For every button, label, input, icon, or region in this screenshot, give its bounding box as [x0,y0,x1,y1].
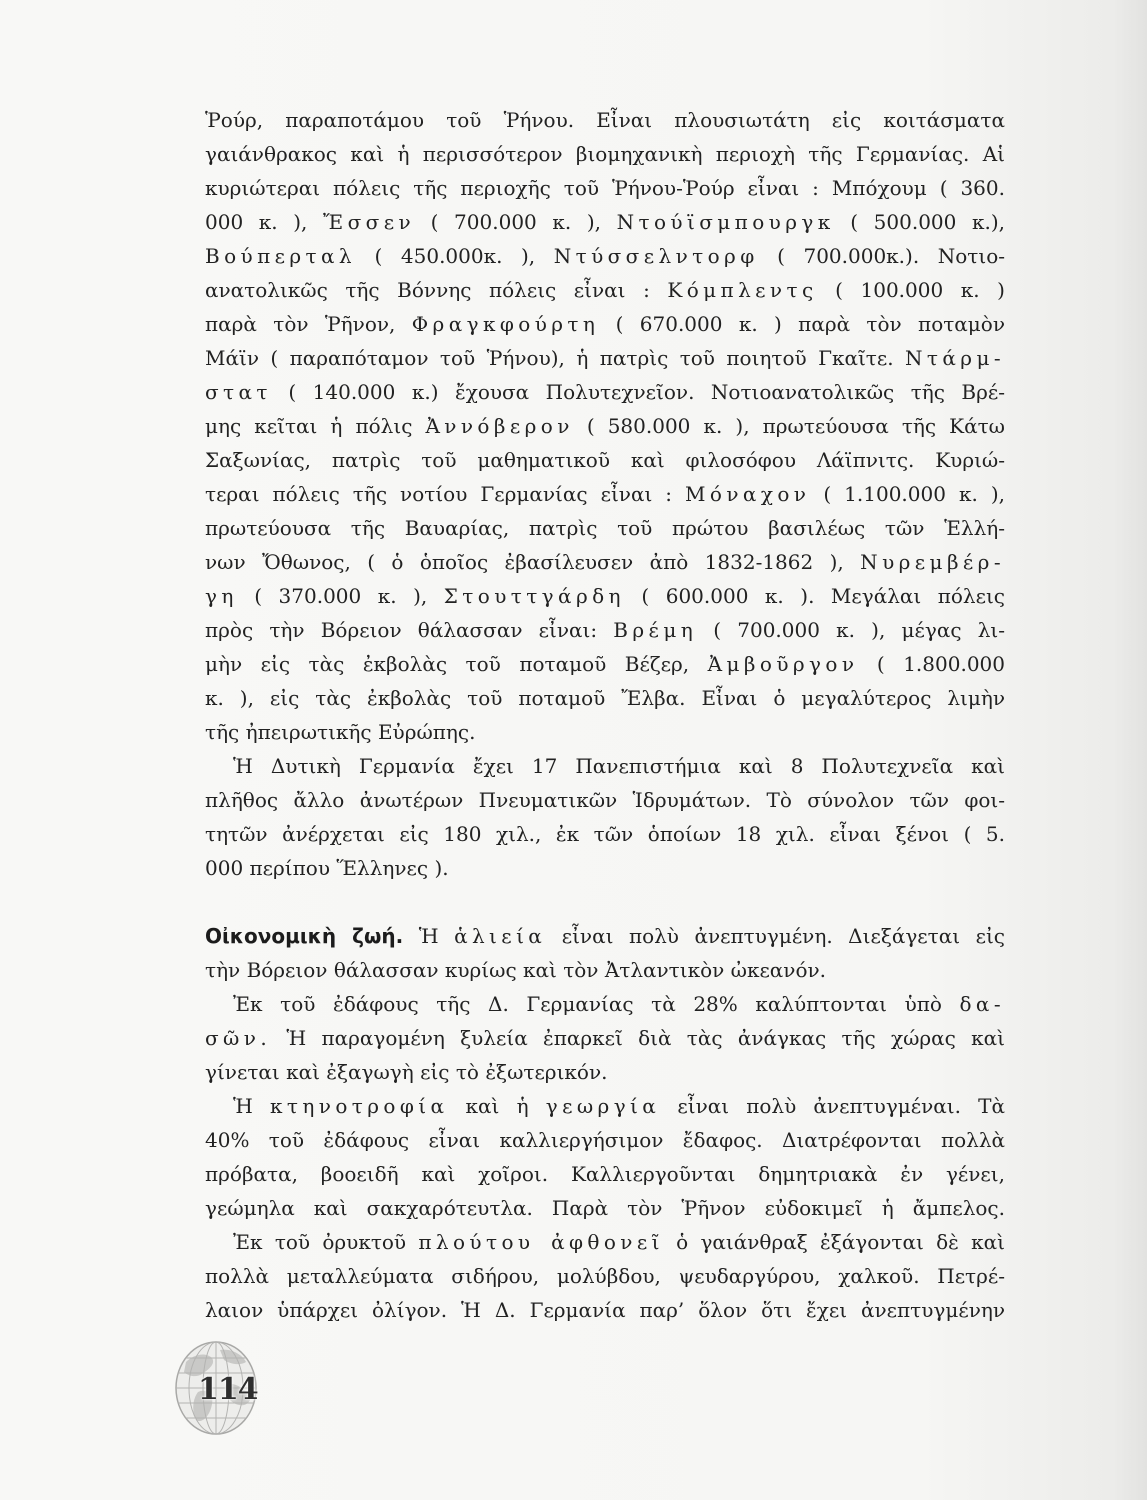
text-segment: πλῆθος ἄλλο ἀνωτέρων Πνευματικῶν Ἱδρυμάτων. Τὸ σύνολον τῶν φοι- [205,788,1005,812]
text-segment: 40% τοῦ ἐδάφους εἶναι καλλιεργήσιμον ἔδαφος. Διατρέφονται πολλὰ [205,1128,1005,1152]
text-line [205,1225,1005,1259]
emphasized-word: Βρέμη [613,618,698,642]
text-segment: μης κεῖται ἡ πόλις [205,414,426,438]
text-line [205,783,1005,817]
text-segment: Ἡ παραγομένη ξυλεία ἐπαρκεῖ διὰ τὰς ἀνάγκας τῆς χώρας καὶ [271,1026,1005,1050]
text-line [205,1293,1005,1327]
text-segment: γαιάνθρακος καὶ ἡ περισσότερον βιομηχανικὴ περιοχὴ τῆς Γερμανίας. Αἱ [205,142,1005,166]
emphasized-word: Στουττγάρδη [443,584,625,608]
text-segment: κυριώτεραι πόλεις τῆς περιοχῆς τοῦ Ῥήνου-Ῥούρ εἶναι : Μπόχουμ ( 360. [205,176,1005,200]
text-line [205,205,1005,239]
text-line [205,1259,1005,1293]
text-segment: ( 140.000 κ.) ἔχουσα Πολυτεχνεῖον. Νοτιοανατολικῶς τῆς Βρέ- [271,380,1005,404]
text-line [205,613,1005,647]
text-segment: 000 περίπου Ἕλληνες ). [205,856,449,880]
text-segment: ( 1.800.000 [858,652,1005,676]
text-segment: ( 600.000 κ. ). Μεγάλαι πόλεις [624,584,1006,608]
emphasized-word: Ντύσσελντορφ [553,244,759,268]
text-line [205,579,1005,613]
text-segment: τεραι πόλεις τῆς νοτίου Γερμανίας εἶναι : [205,482,686,506]
text-segment: πρωτεύουσα τῆς Βαυαρίας, πατρὶς τοῦ πρώτου βασιλέως τῶν Ἑλλή- [205,516,1005,540]
text-segment: εἶναι πολὺ ἀνεπτυγμέναι. Τὰ [660,1094,1006,1118]
text-segment: παρὰ τὸν Ῥῆνον, [205,312,412,336]
emphasized-word: Ἀμβοῦργον [707,652,859,676]
emphasized-word: Ντάρμ- [905,346,1005,370]
emphasized-word: ἁλιεία [454,924,547,948]
text-segment: Ἡ [403,924,455,948]
emphasized-word: Ἔσσεν [323,210,416,234]
text-segment: Ἡ [233,1094,271,1118]
text-segment: τὴν Βόρειον θάλασσαν κυρίως καὶ τὸν Ἀτλαντικὸν ὠκεανόν. [205,958,827,982]
text-line [205,919,1005,953]
text-segment: καὶ ἡ [448,1094,546,1118]
emphasized-word: γη [205,584,238,608]
emphasized-word: Ντούϊσμπουργκ [616,210,835,234]
text-segment: μὴν εἰς τὰς ἐκβολὰς τοῦ ποταμοῦ Βέζερ, [205,652,708,676]
text-segment: λαιον ὑπάρχει ὀλίγον. Ἡ Δ. Γερμανία παρ’ ὅλον ὅτι ἔχει ἀνεπτυγμένην [205,1298,1005,1322]
text-segment: ὁ γαιάνθραξ ἐξάγονται δὲ καὶ [663,1230,1005,1254]
text-segment: τῆς ἠπειρωτικῆς Εὐρώπης. [205,720,476,744]
body-text [205,103,1005,1327]
text-line [205,953,1005,987]
emphasized-word: δα- [959,992,1005,1016]
text-line [205,1055,1005,1089]
text-segment: Ῥούρ, παραποτάμου τοῦ Ῥήνου. Εἶναι πλουσιωτάτη εἰς κοιτάσματα [205,108,1005,132]
emphasized-word: πλούτου ἀφθονεῖ [418,1230,664,1254]
text-line [205,1157,1005,1191]
text-segment: νων Ὄθωνος, ( ὁ ὁποῖος ἐβασίλευσεν ἀπὸ 1832-1862 ), [205,550,861,574]
text-segment: πρὸς τὴν Βόρειον θάλασσαν εἶναι: [205,618,614,642]
text-segment: γίνεται καὶ ἐξαγωγὴ εἰς τὸ ἐξωτερικόν. [205,1060,608,1084]
emphasized-word: Μόναχον [685,482,811,506]
text-line [205,817,1005,851]
emphasized-word: σῶν. [205,1026,272,1050]
text-line [205,443,1005,477]
emphasized-word: στατ [205,380,272,404]
text-line [205,511,1005,545]
text-segment: Μάϊν ( παραπόταμον τοῦ Ῥήνου), ἡ πατρὶς τοῦ ποιητοῦ Γκαῖτε. [205,346,906,370]
page-number: 114 [198,1372,258,1407]
text-line [205,647,1005,681]
text-line [205,239,1005,273]
text-line [205,409,1005,443]
text-segment: ( 700.000κ.). Νοτιο- [758,244,1005,268]
text-line [205,171,1005,205]
emphasized-word: Ἀννόβερον [425,414,574,438]
text-segment: Ἡ Δυτικὴ Γερμανία ἔχει 17 Πανεπιστήμια καὶ 8 Πολυτεχνεῖα καὶ [233,754,1005,778]
text-segment: ( 370.000 κ. ), [237,584,444,608]
text-line [205,103,1005,137]
text-line [205,341,1005,375]
text-line [205,477,1005,511]
text-line [205,1089,1005,1123]
text-segment: ( 100.000 κ. ) [817,278,1005,302]
text-segment: ( 670.000 κ. ) παρὰ τὸν ποταμὸν [599,312,1006,336]
emphasized-word: κτηνοτροφία [270,1094,449,1118]
text-segment: ( 1.100.000 κ. ), [810,482,1005,506]
text-segment: εἶναι πολὺ ἀνεπτυγμένη. Διεξάγεται εἰς [546,924,1005,948]
emphasized-word: Φραγκφούρτη [411,312,600,336]
text-segment: ( 700.000 κ. ), μέγας λι- [697,618,1005,642]
text-segment: ( 580.000 κ. ), πρωτεύουσα τῆς Κάτω [573,414,1005,438]
text-line [205,851,1005,885]
text-line [205,1191,1005,1225]
text-line [205,1021,1005,1055]
emphasized-word: Βούπερταλ [205,244,357,268]
text-segment: 000 κ. ), [205,210,324,234]
text-line [205,375,1005,409]
text-segment: ( 700.000 κ. ), [415,210,617,234]
text-segment: Ἐκ τοῦ ὀρυκτοῦ [233,1230,419,1254]
text-line [205,681,1005,715]
text-segment: τητῶν ἀνέρχεται εἰς 180 χιλ., ἐκ τῶν ὁποίων 18 χιλ. εἶναι ξένοι ( 5. [205,822,1005,846]
emphasized-word: Νυρεμβέρ- [860,550,1005,574]
text-line [205,1123,1005,1157]
text-line [205,307,1005,341]
text-segment: πρόβατα, βοοειδῆ καὶ χοῖροι. Καλλιεργοῦνται δημητριακὰ ἐν γένει, [205,1162,1005,1186]
text-segment: κ. ), εἰς τὰς ἐκβολὰς τοῦ ποταμοῦ Ἔλβα. Εἶναι ὁ μεγαλύτερος λιμὴν [205,686,1005,710]
emphasized-word: Κόμπλεντς [667,278,818,302]
text-line [205,715,1005,749]
text-segment: ( 450.000κ. ), [356,244,554,268]
text-segment: γεώμηλα καὶ σακχαρότευτλα. Παρὰ τὸν Ῥῆνον εὐδοκιμεῖ ἡ ἄμπελος. [205,1196,1005,1220]
text-segment: Ἐκ τοῦ ἐδάφους τῆς Δ. Γερμανίας τὰ 28% καλύπτονται ὑπὸ [233,992,960,1016]
text-segment: πολλὰ μεταλλεύματα σιδήρου, μολύβδου, ψευδαργύρου, χαλκοῦ. Πετρέ- [205,1264,1005,1288]
text-line [205,545,1005,579]
text-line [205,273,1005,307]
emphasized-word: γεωργία [545,1094,661,1118]
paragraph-gap [205,885,1005,919]
text-segment: ( 500.000 κ.), [834,210,1006,234]
text-segment: Σαξωνίας, πατρὶς τοῦ μαθηματικοῦ καὶ φιλοσόφου Λάϊπνιτς. Κυριώ- [205,448,1005,472]
text-line [205,749,1005,783]
text-line [205,137,1005,171]
text-segment: ανατολικῶς τῆς Βόννης πόλεις εἶναι : [205,278,668,302]
text-line [205,987,1005,1021]
section-heading: Οἰκονομικὴ ζωή. [205,924,404,948]
